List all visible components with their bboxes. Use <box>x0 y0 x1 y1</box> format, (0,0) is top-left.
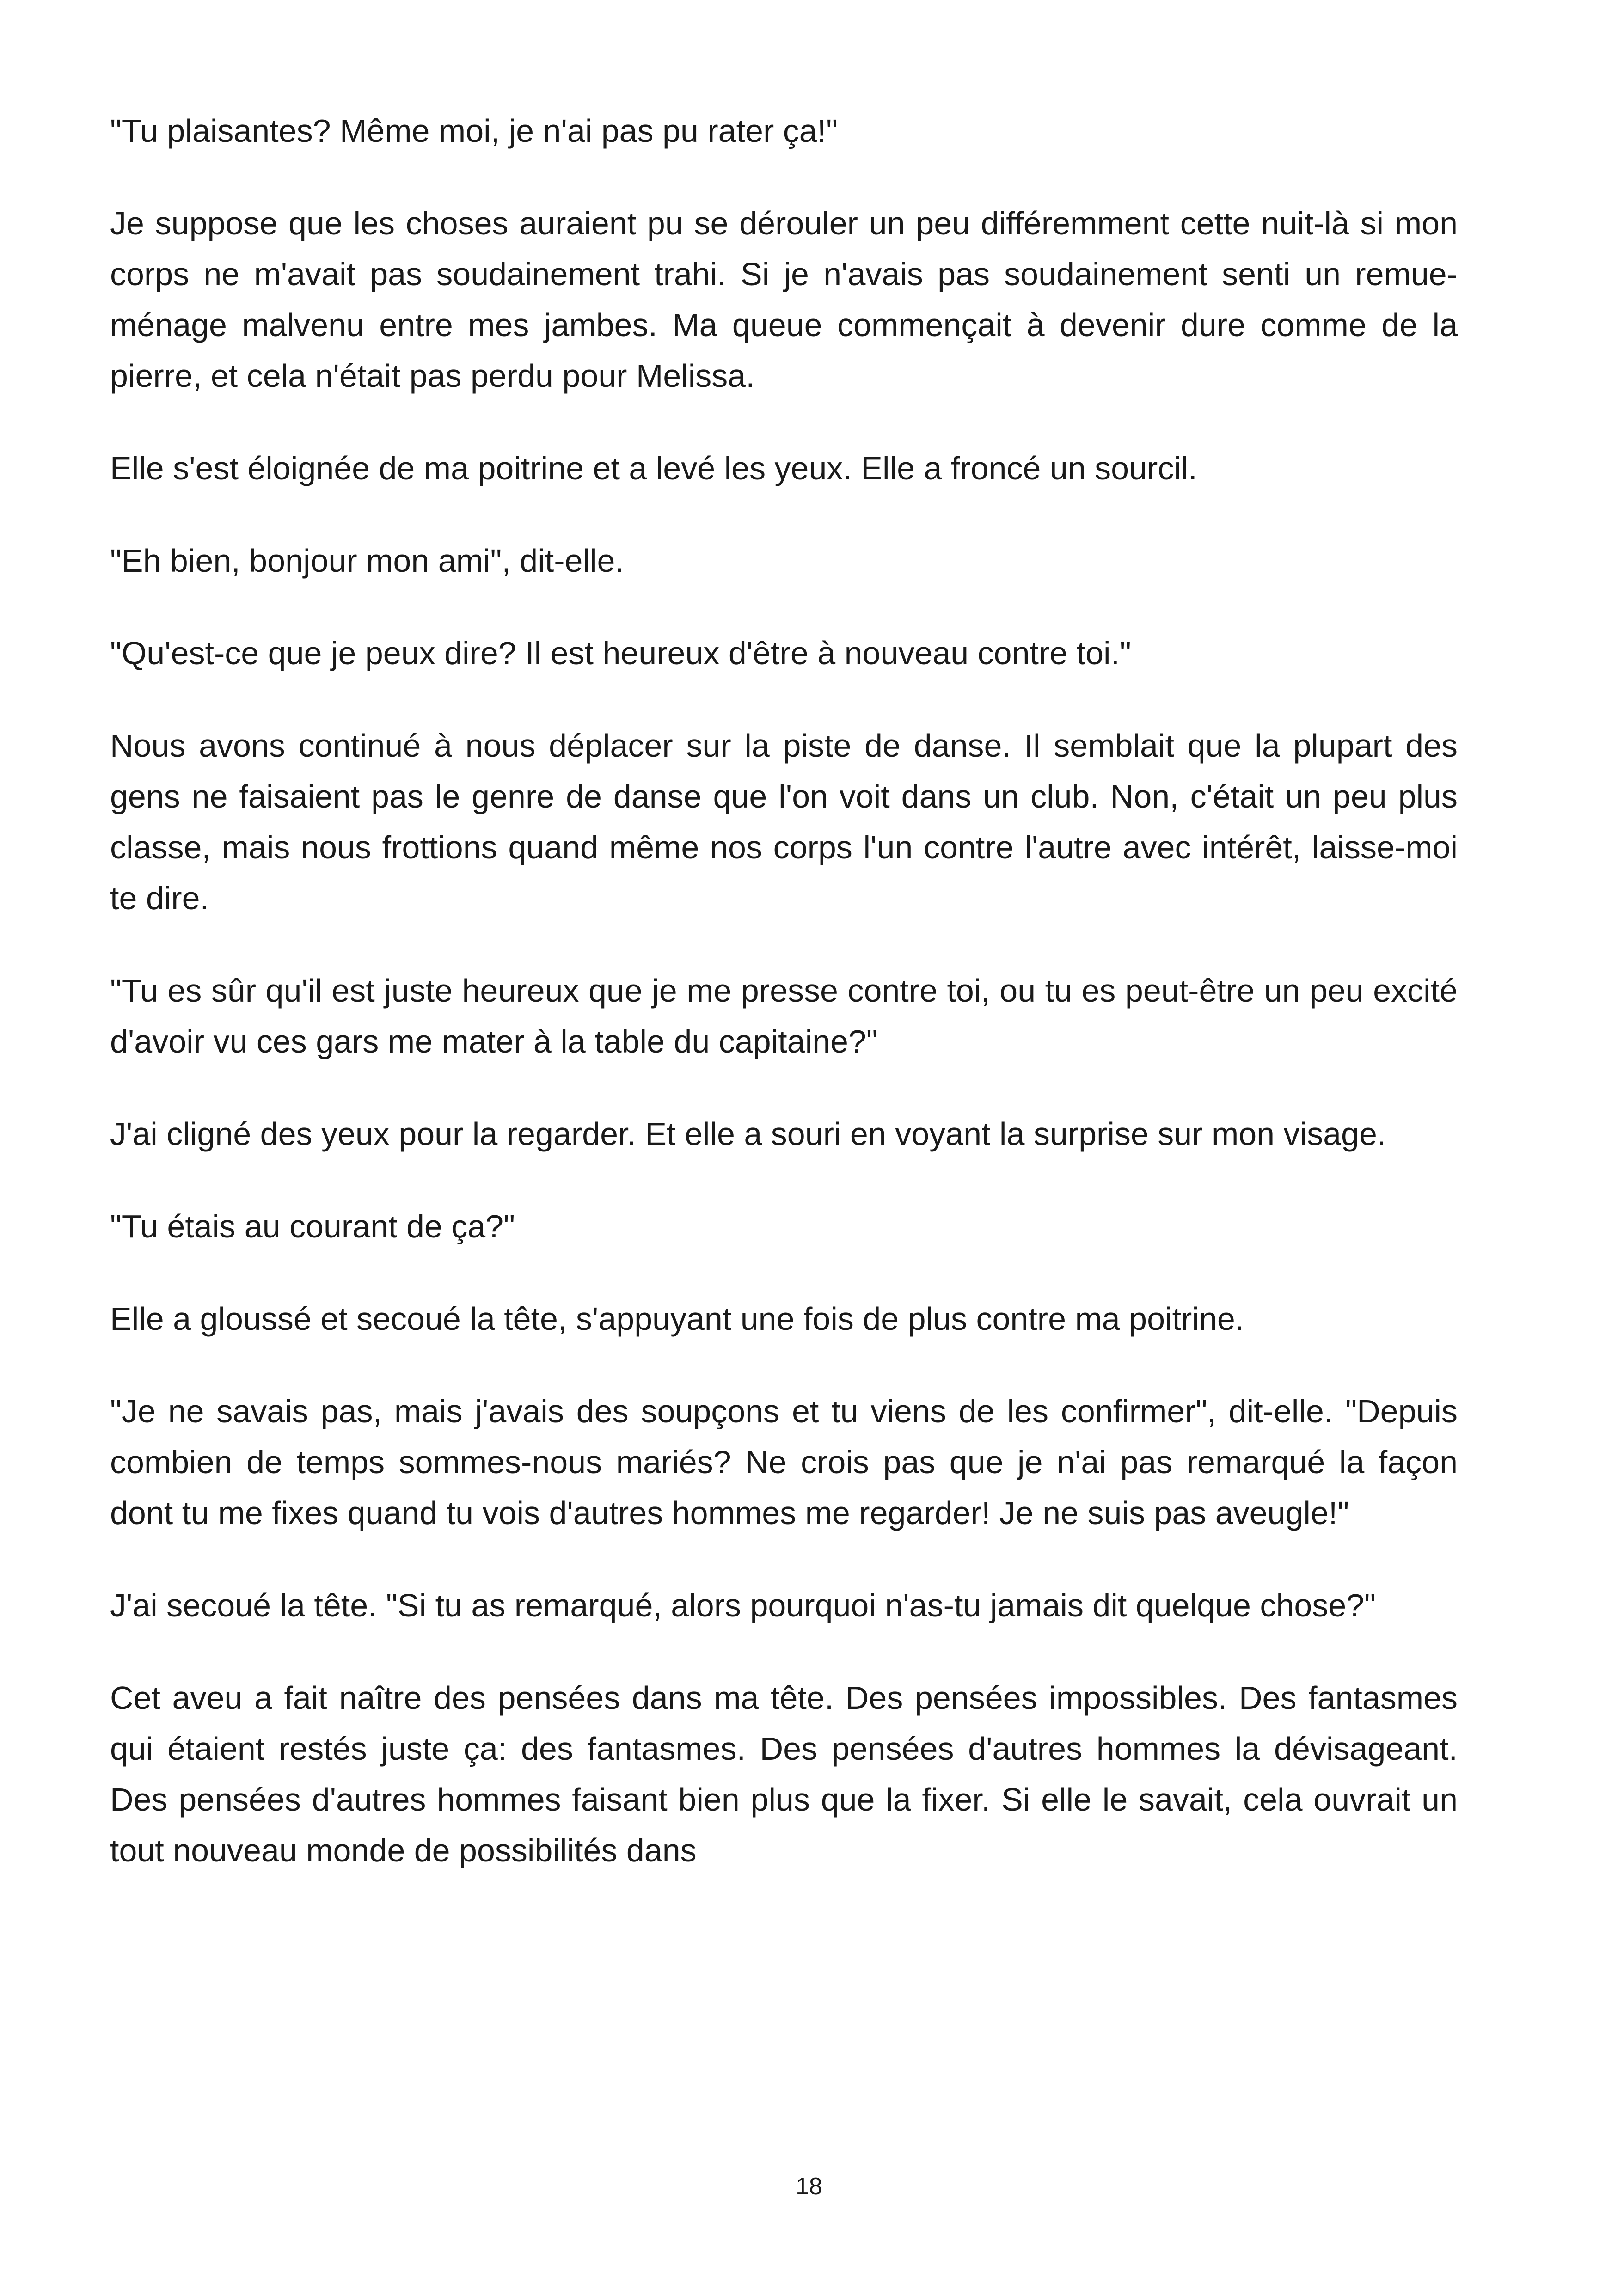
body-text <box>110 105 1458 1876</box>
paragraph: Elle s'est éloignée de ma poitrine et a levé les yeux. Elle a froncé un sourcil. <box>110 450 1197 486</box>
paragraph: Elle a gloussé et secoué la tête, s'appuyant une fois de plus contre ma poitrine. <box>110 1301 1244 1337</box>
page-number: 18 <box>796 2173 822 2200</box>
paragraph: "Tu es sûr qu'il est juste heureux que je me presse contre toi, ou tu es peut-être un peu excité d'avoir vu ces gars me mater à la table du capitaine?" <box>110 973 1458 1059</box>
paragraph: Je suppose que les choses auraient pu se dérouler un peu différemment cette nuit-là si mon corps ne m'avait pas soudainement trahi. Si je n'avais pas soudainement senti un remue-ménage malvenu entre mes jambes. Ma queue commençait à devenir dure comme de la pierre, et cela n'était pas perdu pour Melissa. <box>110 205 1458 394</box>
paragraph: "Tu étais au courant de ça?" <box>110 1208 515 1244</box>
paragraph: J'ai secoué la tête. "Si tu as remarqué, alors pourquoi n'as-tu jamais dit quelque chose?" <box>110 1587 1376 1623</box>
paragraph: "Tu plaisantes? Même moi, je n'ai pas pu rater ça!" <box>110 113 838 149</box>
paragraph: Cet aveu a fait naître des pensées dans ma tête. Des pensées impossibles. Des fantasmes qui étaient restés juste ça: des fantasmes. Des pensées d'autres hommes la dévisageant. Des pensées d'autres hommes faisant bien plus que la fixer. Si elle le savait, cela ouvrait un tout nouveau monde de possibilités dans <box>110 1680 1458 1868</box>
paragraph: "Eh bien, bonjour mon ami", dit-elle. <box>110 543 624 579</box>
paragraph: "Je ne savais pas, mais j'avais des soupçons et tu viens de les confirmer", dit-elle. "Depuis combien de temps sommes-nous mariés? Ne crois pas que je n'ai pas remarqué la façon dont tu me fixes quand tu vois d'autres hommes me regarder! Je ne suis pas aveugle!" <box>110 1393 1458 1531</box>
paragraph: J'ai cligné des yeux pour la regarder. Et elle a souri en voyant la surprise sur mon visage. <box>110 1116 1386 1152</box>
paragraph: Nous avons continué à nous déplacer sur la piste de danse. Il semblait que la plupart des gens ne faisaient pas le genre de danse que l'on voit dans un club. Non, c'était un peu plus classe, mais nous frottions quand même nos corps l'un contre l'autre avec intérêt, laisse-moi te dire. <box>110 728 1458 916</box>
paragraph: "Qu'est-ce que je peux dire? Il est heureux d'être à nouveau contre toi." <box>110 635 1131 671</box>
